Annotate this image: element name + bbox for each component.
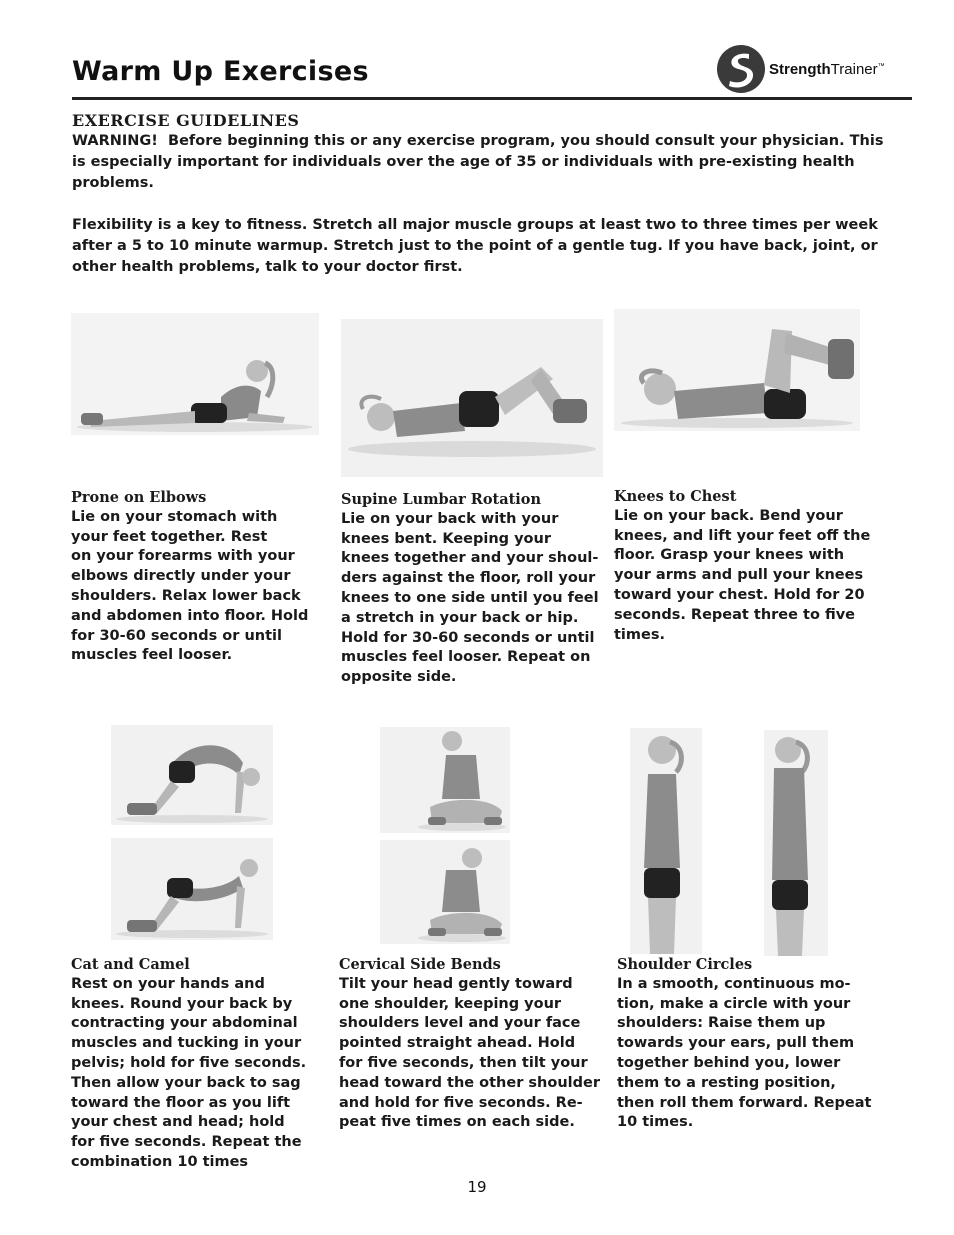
exercise-title: Prone on Elbows <box>71 489 207 506</box>
logo-wordmark: StrengthTrainer™ <box>769 60 885 78</box>
exercise-title: Shoulder Circles <box>617 956 753 973</box>
warning-label: WARNING! <box>72 133 158 149</box>
header-rule <box>72 97 912 100</box>
knees-to-chest-photo <box>614 309 860 431</box>
exercise-title: Supine Lumbar Rotation <box>341 491 542 508</box>
prone-on-elbows-photo <box>71 313 319 435</box>
exercise-title: Cat and Camel <box>71 956 190 973</box>
exercise-description: Tilt your head gently toward one shoulder, keeping your shoulders level and your face pointed straight ahead. Hold for five seconds, then tilt your head toward the other shoulder and hold for five seconds. Re- peat five times on each side. <box>339 975 600 1131</box>
exercise-title: Cervical Side Bends <box>339 956 501 973</box>
exercise-description: In a smooth, continuous mo- tion, make a circle with your shoulders: Raise them up towards your ears, pull them together behind you, lower them to a resting position, then roll them forward. Repeat 10 times. <box>617 975 872 1131</box>
brand-logo <box>716 44 885 94</box>
seated-tilt-right-illustration <box>380 840 510 944</box>
shoulder-circles-front-photo <box>630 728 702 954</box>
prone-figure-illustration <box>71 313 319 435</box>
supine-rotation-figure-illustration <box>341 319 603 477</box>
guidelines-heading: EXERCISE GUIDELINES <box>72 111 300 130</box>
exercise-title: Knees to Chest <box>614 488 737 505</box>
warning-text: Before beginning this or any exercise program, you should consult your physician. This is especially important for individuals over the age of 35 or individuals with pre-existing health problems. <box>72 133 884 191</box>
flexibility-paragraph: Flexibility is a key to fitness. Stretch all major muscle groups at least two to three times per week after a 5 to 10 minute warmup. Stretch just to the point of a gentle tug. If you have back, joint, or other health problems, talk to your doctor first. <box>72 217 878 275</box>
exercise-guidelines <box>72 110 902 278</box>
cat-position-photo <box>111 725 273 825</box>
exercise-card-cervical-side-bends <box>339 955 611 1133</box>
standing-side-view-illustration <box>630 728 702 954</box>
seated-tilt-left-illustration <box>380 727 510 833</box>
cervical-side-bend-left-photo <box>380 727 510 833</box>
knees-chest-figure-illustration <box>614 309 860 431</box>
supine-lumbar-rotation-photo <box>341 319 603 477</box>
standing-raised-shoulders-illustration <box>764 730 828 956</box>
warning-paragraph <box>72 131 902 194</box>
exercise-description: Lie on your stomach with your feet together. Rest on your forearms with your elbows directly under your shoulders. Relax lower back and abdomen into floor. Hold for 30-60 seconds or until muscles feel looser. <box>71 508 309 664</box>
strengthtrainer-logo-icon <box>716 44 766 94</box>
exercise-description: Rest on your hands and knees. Round your back by contracting your abdominal muscles and tucking in your pelvis; hold for five seconds. Then allow your back to sag toward the floor as you lift your chest and head; hold for five seconds. Repeat the combination 10 times <box>71 975 307 1170</box>
cervical-side-bend-right-photo <box>380 840 510 944</box>
page-number: 19 <box>467 1178 487 1196</box>
exercise-description: Lie on your back. Bend your knees, and lift your feet off the floor. Grasp your knees with your arms and pull your knees toward your chest. Hold for 20 seconds. Repeat three to five times. <box>614 507 871 643</box>
exercise-card-supine-lumbar-rotation <box>341 490 611 688</box>
exercise-description: Lie on your back with your knees bent. Keeping your knees together and your shoul- ders against the floor, roll your knees to one side until you feel a stretch in your back or hip. Hold for 30-60 seconds or until muscles feel looser. Repeat on opposite side. <box>341 510 599 686</box>
exercise-card-knees-to-chest <box>614 487 904 645</box>
camel-figure-illustration <box>111 838 273 940</box>
page-title: Warm Up Exercises <box>72 56 369 87</box>
exercise-card-shoulder-circles <box>617 955 907 1133</box>
cat-figure-illustration <box>111 725 273 825</box>
exercise-card-cat-and-camel <box>71 955 333 1173</box>
camel-position-photo <box>111 838 273 940</box>
shoulder-circles-raised-photo <box>764 730 828 956</box>
exercise-card-prone-on-elbows <box>71 488 333 666</box>
